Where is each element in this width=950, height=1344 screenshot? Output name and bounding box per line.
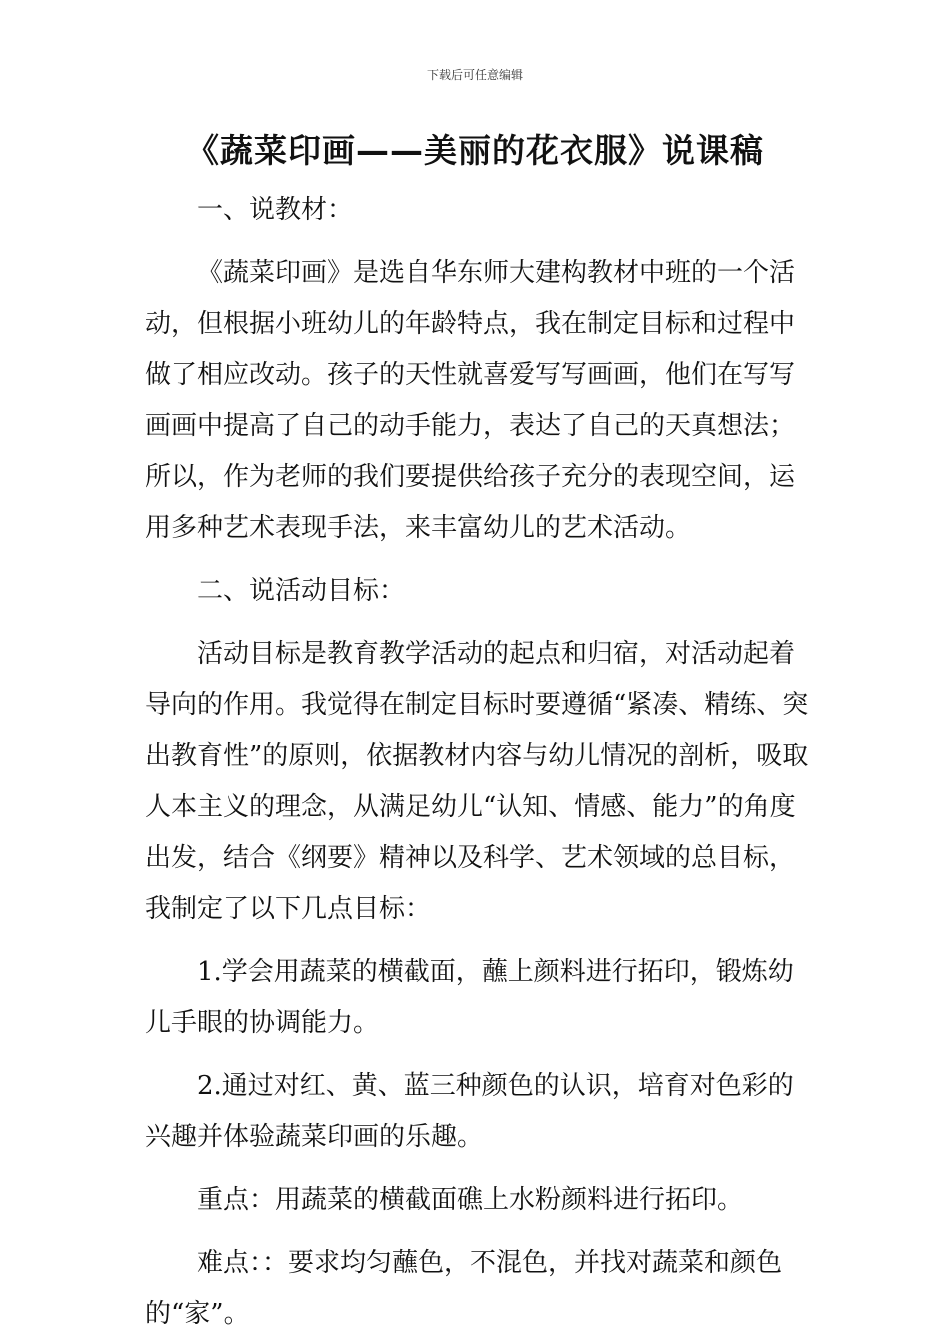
section-heading-teaching-material: 一、说教材： [197, 195, 354, 225]
goal-item-1: 1.学会用蔬菜的横截面，蘸上颜料进行拓印，锻炼幼儿手眼的协调能力。 [145, 957, 794, 1038]
key-point: 重点：用蔬菜的横截面礁上水粉颜料进行拓印。 [197, 1185, 744, 1215]
section-heading-activity-goals: 二、说活动目标： [197, 576, 406, 606]
paragraph-activity-goals: 活动目标是教育教学活动的起点和归宿，对活动起着导向的作用。我觉得在制定目标时要遵循“紧凑、精练、突出教育性”的原则，依据教材内容与幼儿情况的剖析，吸取人本主义的理念，从满足幼儿“认知、情感、能力”的角度出发，结合《纲要》精神以及科学、艺术领域的总目标，我制定了以下几点目标： [145, 639, 809, 924]
document-body [145, 185, 810, 1340]
paragraph-teaching-material: 《蔬菜印画》是选自华东师大建构教材中班的一个活动，但根据小班幼儿的年龄特点，我在制定目标和过程中做了相应改动。孩子的天性就喜爱写写画画，他们在写写画画中提高了自己的动手能力，表达了自己的天真想法；所以，作为老师的我们要提供给孩子充分的表现空间，运用多种艺术表现手法，来丰富幼儿的艺术活动。 [145, 258, 796, 543]
goal-item-2: 2.通过对红、黄、蓝三种颜色的认识，培育对色彩的兴趣并体验蔬菜印画的乐趣。 [145, 1071, 794, 1152]
document-title: 《蔬菜印画——美丽的花衣服》说课稿 [186, 131, 764, 170]
difficulty-point: 难点：：要求均匀蘸色，不混色，并找对蔬菜和颜色的“家”。 [145, 1248, 783, 1329]
page-header-note: 下载后可任意编辑 [426, 68, 523, 82]
